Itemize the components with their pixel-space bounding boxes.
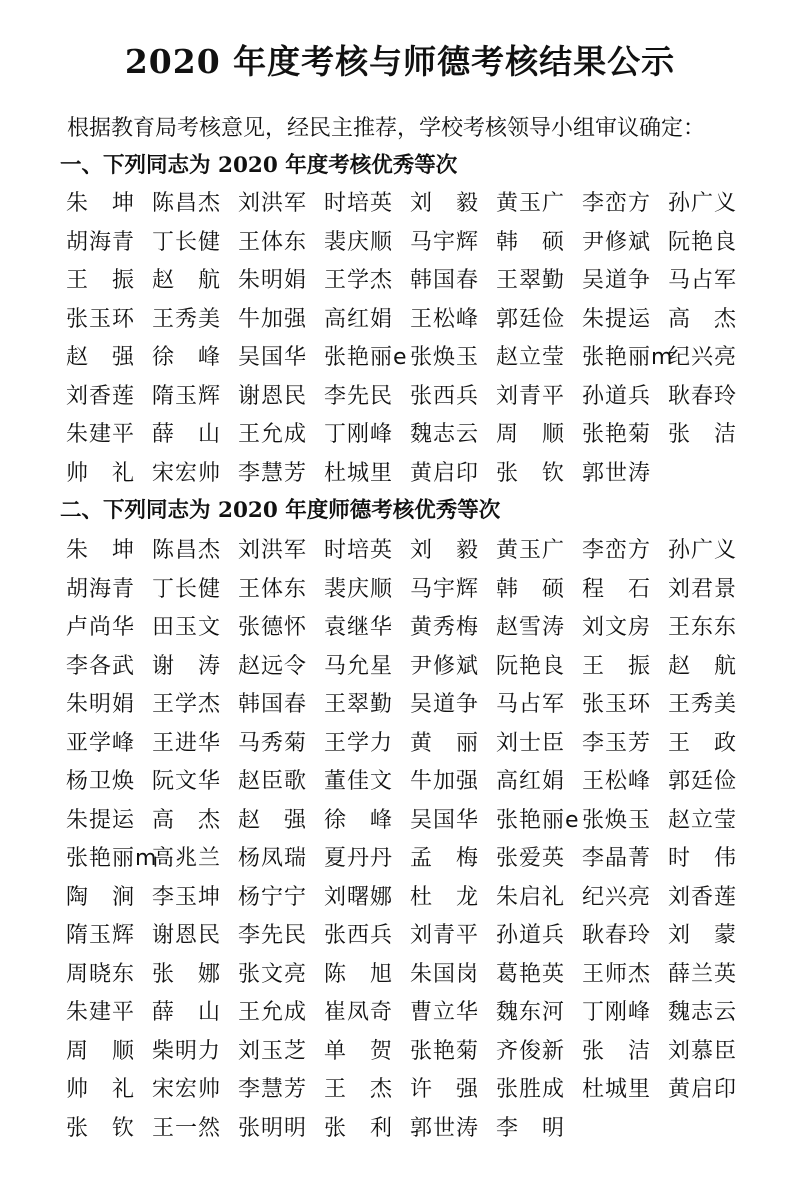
- person-name: 宋宏帅: [152, 1077, 222, 1102]
- person-name: 张玉环: [66, 306, 136, 332]
- person-name: 赵 强: [238, 807, 308, 833]
- person-name: 吴国华: [238, 345, 308, 370]
- person-name: 李玉坤: [152, 884, 222, 910]
- person-name: 郭世涛: [582, 460, 652, 486]
- person-name: 李玉芳: [582, 730, 652, 756]
- person-name: 朱建平: [66, 1000, 136, 1025]
- person-name: 李先民: [238, 923, 308, 948]
- person-name: 王秀美: [668, 692, 738, 717]
- person-name: 纪兴亮: [668, 345, 738, 370]
- person-name: 张 利: [324, 1115, 394, 1141]
- person-name: 王师杰: [582, 961, 652, 987]
- person-name: 薛 山: [152, 422, 222, 447]
- person-name: 隋玉辉: [152, 383, 222, 409]
- person-name: 高兆兰: [152, 846, 222, 871]
- person-name: 马秀菊: [238, 730, 308, 756]
- person-name: 刘君景: [668, 576, 738, 602]
- person-name: 杜 龙: [410, 884, 480, 910]
- person-name: 张艳菊: [582, 422, 652, 447]
- person-name: 尹修斌: [410, 653, 480, 679]
- person-name: 马允星: [324, 653, 394, 679]
- person-name: 郭廷俭: [496, 306, 566, 332]
- person-name: 孟 梅: [410, 846, 480, 871]
- person-name: 张艳丽m: [582, 345, 674, 370]
- person-name: 朱明娟: [238, 268, 308, 293]
- person-name: 葛艳英: [496, 961, 566, 987]
- person-name: 魏志云: [668, 1000, 738, 1025]
- person-name: 刘洪军: [238, 191, 308, 216]
- person-name: 袁继华: [324, 615, 394, 640]
- person-name: 魏志云: [410, 422, 480, 447]
- person-name: 刘玉芝: [238, 1038, 308, 1064]
- person-name: 王松峰: [582, 769, 652, 794]
- person-name: 周 顺: [496, 422, 566, 447]
- person-name: 韩 硕: [496, 229, 566, 255]
- person-name: 张胜成: [496, 1077, 566, 1102]
- person-name: 张德怀: [238, 615, 308, 640]
- person-name: 董佳文: [324, 769, 394, 794]
- person-name: 周晓东: [66, 961, 136, 987]
- person-name: 牛加强: [238, 306, 308, 332]
- person-name: 魏东河: [496, 1000, 566, 1025]
- person-name: 黄玉广: [496, 538, 566, 563]
- person-name: 胡海青: [66, 229, 136, 255]
- person-name: 李慧芳: [238, 460, 308, 486]
- person-name: 阮文华: [152, 769, 222, 794]
- person-name: 刘香莲: [66, 383, 136, 409]
- person-name: 王体东: [238, 229, 308, 255]
- person-name: 黄 丽: [410, 730, 480, 756]
- person-name: 张焕玉: [410, 345, 480, 370]
- person-name: 陶 涧: [66, 884, 136, 910]
- person-name: 刘香莲: [668, 884, 738, 910]
- section-1-name-grid: [66, 185, 786, 493]
- person-name: 王体东: [238, 576, 308, 602]
- person-name: 王一然: [152, 1115, 222, 1141]
- person-name: 张艳丽e: [324, 345, 408, 370]
- person-name: 张 钦: [66, 1115, 136, 1141]
- section-2-heading: 二、下列同志为 2020 年度师德考核优秀等次: [60, 498, 501, 523]
- person-name: 耿春玲: [582, 923, 652, 948]
- person-name: 杨凤瑞: [238, 846, 308, 871]
- person-name: 朱 坤: [66, 191, 136, 216]
- person-name: 尹修斌: [582, 229, 652, 255]
- person-name: 曹立华: [410, 1000, 480, 1025]
- person-name: 张西兵: [410, 383, 480, 409]
- person-name: 刘 毅: [410, 538, 480, 563]
- person-name: 李 明: [496, 1115, 566, 1141]
- person-name: 胡海青: [66, 576, 136, 602]
- person-name: 杜城里: [582, 1077, 652, 1102]
- person-name: 张西兵: [324, 923, 394, 948]
- person-name: 齐俊新: [496, 1038, 566, 1064]
- person-name: 朱明娟: [66, 692, 136, 717]
- person-name: 亚学峰: [66, 730, 136, 756]
- person-name: 牛加强: [410, 769, 480, 794]
- person-name: 高红娟: [496, 769, 566, 794]
- person-name: 李先民: [324, 383, 394, 409]
- person-name: 黄秀梅: [410, 615, 480, 640]
- intro-paragraph: 根据教育局考核意见，经民主推荐，学校考核领导小组审议确定：: [67, 116, 706, 141]
- person-name: 王 振: [66, 268, 136, 293]
- person-name: 丁刚峰: [582, 1000, 652, 1025]
- person-name: 吴道争: [582, 268, 652, 293]
- person-name: 许 强: [410, 1077, 480, 1102]
- person-name: 王学力: [324, 730, 394, 756]
- person-name: 韩国春: [410, 268, 480, 293]
- person-name: 纪兴亮: [582, 884, 652, 910]
- person-name: 高 杰: [668, 306, 738, 332]
- person-name: 裴庆顺: [324, 229, 394, 255]
- person-name: 孙道兵: [496, 923, 566, 948]
- person-name: 郭世涛: [410, 1115, 480, 1141]
- person-name: 韩国春: [238, 692, 308, 717]
- person-name: 丁长健: [152, 576, 222, 602]
- person-name: 帅 礼: [66, 460, 136, 486]
- person-name: 杨卫焕: [66, 769, 136, 794]
- person-name: 裴庆顺: [324, 576, 394, 602]
- person-name: 王翠勤: [496, 268, 566, 293]
- person-name: 张玉环: [582, 692, 652, 717]
- person-name: 王学杰: [152, 692, 222, 717]
- person-name: 丁刚峰: [324, 422, 394, 447]
- person-name: 李峦方: [582, 538, 652, 563]
- person-name: 马宇辉: [410, 576, 480, 602]
- person-name: 赵立莹: [668, 807, 738, 833]
- person-name: 张文亮: [238, 961, 308, 987]
- person-name: 王翠勤: [324, 692, 394, 717]
- person-name: 赵 强: [66, 345, 136, 370]
- person-name: 张艳丽m: [66, 846, 158, 871]
- person-name: 赵臣歌: [238, 769, 308, 794]
- person-name: 柴明力: [152, 1038, 222, 1064]
- person-name: 孙道兵: [582, 383, 652, 409]
- person-name: 李慧芳: [238, 1077, 308, 1102]
- person-name: 刘青平: [496, 383, 566, 409]
- person-name: 刘文房: [582, 615, 652, 640]
- person-name: 郭廷俭: [668, 769, 738, 794]
- person-name: 薛兰英: [668, 961, 738, 987]
- person-name: 朱启礼: [496, 884, 566, 910]
- person-name: 张 洁: [582, 1038, 652, 1064]
- person-name: 刘洪军: [238, 538, 308, 563]
- person-name: 李晶菁: [582, 846, 652, 871]
- person-name: 周 顺: [66, 1038, 136, 1064]
- person-name: 朱提运: [66, 807, 136, 833]
- person-name: 王秀美: [152, 306, 222, 332]
- person-name: 刘慕臣: [668, 1038, 738, 1064]
- person-name: 吴国华: [410, 807, 480, 833]
- person-name: 卢尚华: [66, 615, 136, 640]
- person-name: 韩 硕: [496, 576, 566, 602]
- person-name: 杨宁宁: [238, 884, 308, 910]
- person-name: 刘士臣: [496, 730, 566, 756]
- person-name: 时培英: [324, 538, 394, 563]
- person-name: 李峦方: [582, 191, 652, 216]
- person-name: 王进华: [152, 730, 222, 756]
- person-name: 吴道争: [410, 692, 480, 717]
- person-name: 徐 峰: [152, 345, 222, 370]
- person-name: 宋宏帅: [152, 460, 222, 486]
- person-name: 张 娜: [152, 961, 222, 987]
- person-name: 王 杰: [324, 1077, 394, 1102]
- person-name: 时 伟: [668, 846, 738, 871]
- person-name: 程 石: [582, 576, 652, 602]
- person-name: 王东东: [668, 615, 738, 640]
- person-name: 夏丹丹: [324, 846, 394, 871]
- person-name: 刘 蒙: [668, 923, 738, 948]
- person-name: 陈昌杰: [152, 538, 222, 563]
- person-name: 刘曙娜: [324, 884, 394, 910]
- person-name: 王允成: [238, 1000, 308, 1025]
- person-name: 张爱英: [496, 846, 566, 871]
- person-name: 张 钦: [496, 460, 566, 486]
- person-name: 谢恩民: [238, 383, 308, 409]
- person-name: 王松峰: [410, 306, 480, 332]
- person-name: 黄启印: [668, 1077, 738, 1102]
- section-1-heading: 一、下列同志为 2020 年度考核优秀等次: [60, 153, 458, 178]
- person-name: 王学杰: [324, 268, 394, 293]
- person-name: 赵 航: [668, 653, 738, 679]
- person-name: 陈昌杰: [152, 191, 222, 216]
- person-name: 张艳丽e: [496, 807, 580, 833]
- person-name: 赵 航: [152, 268, 222, 293]
- person-name: 杜城里: [324, 460, 394, 486]
- person-name: 刘青平: [410, 923, 480, 948]
- person-name: 朱 坤: [66, 538, 136, 563]
- person-name: 王 政: [668, 730, 738, 756]
- person-name: 阮艳良: [668, 229, 738, 255]
- person-name: 隋玉辉: [66, 923, 136, 948]
- person-name: 王允成: [238, 422, 308, 447]
- person-name: 帅 礼: [66, 1077, 136, 1102]
- person-name: 丁长健: [152, 229, 222, 255]
- person-name: 陈 旭: [324, 961, 394, 987]
- person-name: 赵远令: [238, 653, 308, 679]
- document-title: 2020 年度考核与师德考核结果公示: [124, 42, 676, 81]
- person-name: 朱国岗: [410, 961, 480, 987]
- person-name: 马占军: [668, 268, 738, 293]
- person-name: 薛 山: [152, 1000, 222, 1025]
- person-name: 马占军: [496, 692, 566, 717]
- person-name: 张 洁: [668, 422, 738, 447]
- person-name: 时培英: [324, 191, 394, 216]
- person-name: 崔凤奇: [324, 1000, 394, 1025]
- person-name: 马宇辉: [410, 229, 480, 255]
- person-name: 谢 涛: [152, 653, 222, 679]
- person-name: 孙广义: [668, 538, 738, 563]
- person-name: 张明明: [238, 1115, 308, 1141]
- person-name: 张艳菊: [410, 1038, 480, 1064]
- person-name: 朱建平: [66, 422, 136, 447]
- person-name: 高红娟: [324, 306, 394, 332]
- person-name: 赵立莹: [496, 345, 566, 370]
- person-name: 朱提运: [582, 306, 652, 332]
- person-name: 黄启印: [410, 460, 480, 486]
- person-name: 单 贺: [324, 1038, 394, 1064]
- person-name: 黄玉广: [496, 191, 566, 216]
- person-name: 刘 毅: [410, 191, 480, 216]
- person-name: 高 杰: [152, 807, 222, 833]
- person-name: 谢恩民: [152, 923, 222, 948]
- person-name: 张焕玉: [582, 807, 652, 833]
- person-name: 阮艳良: [496, 653, 566, 679]
- section-2-name-grid: [66, 532, 786, 1148]
- person-name: 李各武: [66, 653, 136, 679]
- person-name: 赵雪涛: [496, 615, 566, 640]
- person-name: 王 振: [582, 653, 652, 679]
- person-name: 孙广义: [668, 191, 738, 216]
- person-name: 耿春玲: [668, 383, 738, 409]
- person-name: 徐 峰: [324, 807, 394, 833]
- person-name: 田玉文: [152, 615, 222, 640]
